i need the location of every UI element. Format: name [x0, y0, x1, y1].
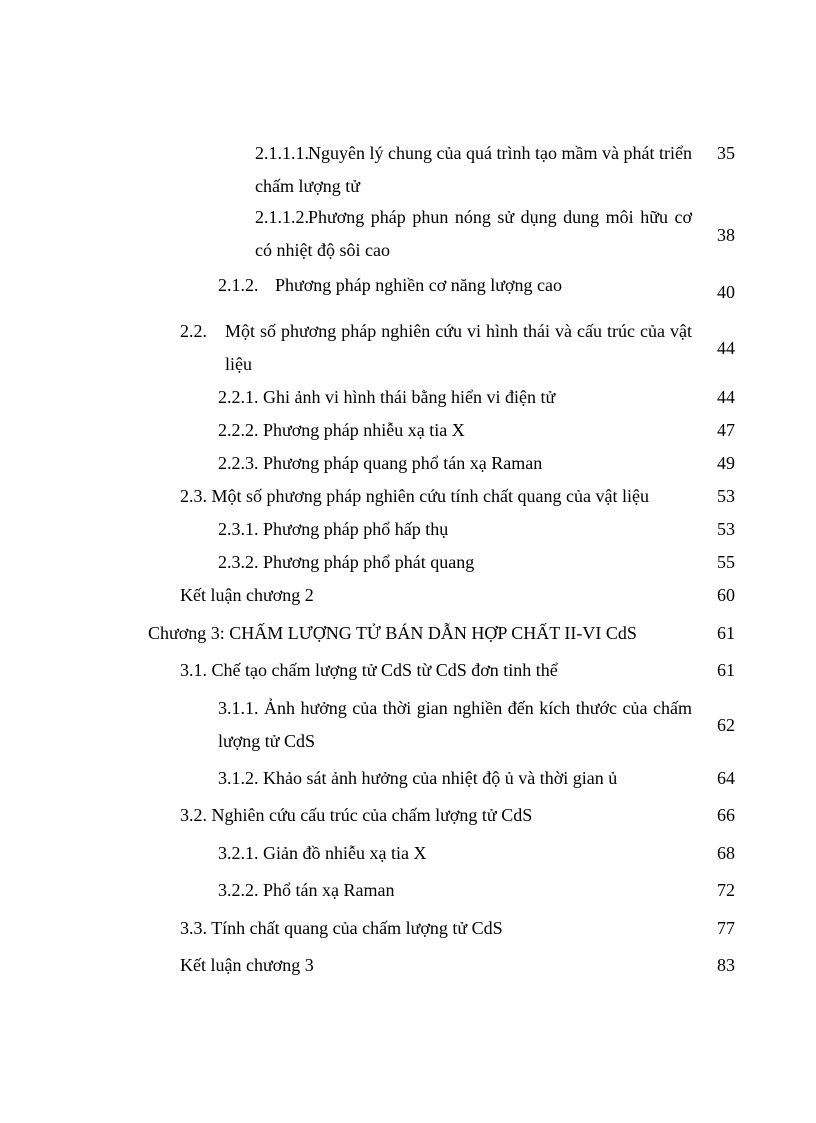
section-title: 3.1.2. Khảo sát ảnh hưởng của nhiệt độ ủ và thời gian ủ — [218, 768, 618, 788]
toc-entry-2-2[interactable] — [180, 321, 695, 387]
section-number: 2.1.1.2. — [255, 207, 309, 227]
page-number: 62 — [717, 715, 735, 735]
page-number: 72 — [717, 880, 735, 900]
page-number: 38 — [717, 225, 735, 245]
section-number: 3.2. — [180, 805, 207, 825]
section-number: 2.3. — [180, 486, 207, 506]
toc-entry-3-1-2[interactable] — [218, 768, 698, 792]
section-title: 2.3.2. Phương pháp phổ phát quang — [218, 552, 475, 572]
page-number: 44 — [717, 387, 735, 407]
section-title: Kết luận chương 3 — [180, 955, 314, 975]
section-number: 2.1.2. — [218, 275, 259, 295]
chapter-title: Chương 3: CHẤM LƯỢNG TỬ BÁN DẪN HỢP CHẤT II-VI CdS — [148, 623, 637, 643]
section-number: 3.1.1. — [218, 698, 259, 718]
toc-entry-3-2-1[interactable] — [218, 843, 698, 867]
toc-entry-conclusion-2[interactable] — [180, 585, 580, 609]
page-number: 47 — [717, 420, 735, 440]
section-title: 3.1. Chế tạo chấm lượng tử CdS từ CdS đơn tinh thể — [180, 660, 558, 680]
section-number: 2.3.2. — [218, 552, 259, 572]
section-number: 2.2. — [180, 321, 207, 341]
toc-entry-2-3[interactable] — [180, 486, 700, 510]
section-title: 2.3. Một số phương pháp nghiên cứu tính chất quang của vật liệu — [180, 486, 649, 506]
section-title: Phương pháp nghiền cơ năng lượng cao — [275, 275, 563, 295]
toc-entry-2-2-3[interactable] — [218, 453, 698, 477]
page-number: 61 — [717, 623, 735, 643]
toc-entry-3-2[interactable] — [180, 805, 680, 829]
page-number: 68 — [717, 843, 735, 863]
section-title: 2.2.2. Phương pháp nhiễu xạ tia X — [218, 420, 465, 440]
section-title: 3.2.2. Phổ tán xạ Raman — [218, 880, 395, 900]
page-number: 53 — [717, 486, 735, 506]
section-title: 3.1.1. Ảnh hưởng của thời gian nghiền đến kích thước của chấm lượng tử CdS — [218, 698, 692, 751]
section-number: 3.1. — [180, 660, 207, 680]
toc-entry-3-1-1[interactable] — [218, 698, 695, 764]
section-title: Nguyên lý chung của quá trình tạo mầm và phát triển chấm lượng tử — [255, 143, 692, 196]
section-title: 2.2.1. Ghi ảnh vi hình thái bằng hiển vi điện tử — [218, 387, 556, 407]
section-title: 3.3. Tính chất quang của chấm lượng tử CdS — [180, 918, 503, 938]
page-number: 55 — [717, 552, 735, 572]
section-number: 3.3. — [180, 918, 207, 938]
toc-entry-2-2-2[interactable] — [218, 420, 698, 444]
page-number: 64 — [717, 768, 735, 788]
section-number: 2.3.1. — [218, 519, 259, 539]
page-number: 60 — [717, 585, 735, 605]
toc-entry-3-2-2[interactable] — [218, 880, 698, 904]
page-number: 83 — [717, 955, 735, 975]
toc-entry-2-1-1-1[interactable] — [255, 143, 695, 209]
toc-entry-3-3[interactable] — [180, 918, 680, 942]
toc-entry-conclusion-3[interactable] — [180, 955, 580, 979]
section-title: 2.2.3. Phương pháp quang phổ tán xạ Raman — [218, 453, 543, 473]
section-number: 2.2.1. — [218, 387, 259, 407]
page-number: 66 — [717, 805, 735, 825]
section-number: 3.2.1. — [218, 843, 259, 863]
page-number: 44 — [717, 338, 735, 358]
toc-entry-2-3-2[interactable] — [218, 552, 698, 576]
section-title: Một số phương pháp nghiên cứu vi hình thái và cấu trúc của vật liệu — [225, 321, 692, 374]
section-number: 3.2.2. — [218, 880, 259, 900]
section-title: Phương pháp phun nóng sử dụng dung môi hữu cơ có nhiệt độ sôi cao — [255, 207, 692, 260]
toc-entry-2-1-1-2[interactable] — [255, 207, 695, 273]
section-title: 3.2. Nghiên cứu cấu trúc của chấm lượng tử CdS — [180, 805, 533, 825]
toc-entry-2-2-1[interactable] — [218, 387, 698, 411]
page-number: 61 — [717, 660, 735, 680]
toc-entry-2-3-1[interactable] — [218, 519, 698, 543]
page-number: 49 — [717, 453, 735, 473]
section-title: Kết luận chương 2 — [180, 585, 314, 605]
toc-entry-chapter-3[interactable] — [148, 623, 637, 644]
section-number: 2.1.1.1. — [255, 143, 309, 163]
section-number: 2.2.3. — [218, 453, 259, 473]
section-number: 2.2.2. — [218, 420, 259, 440]
page-number: 53 — [717, 519, 735, 539]
section-number: 3.1.2. — [218, 768, 259, 788]
section-title: 3.2.1. Giản đồ nhiễu xạ tia X — [218, 843, 427, 863]
toc-entry-2-1-2[interactable] — [218, 275, 698, 299]
page-number: 77 — [717, 918, 735, 938]
toc-entry-3-1[interactable] — [180, 660, 680, 684]
section-title: 2.3.1. Phương pháp phổ hấp thụ — [218, 519, 449, 539]
page-number: 35 — [717, 143, 735, 163]
page-number: 40 — [717, 282, 735, 302]
